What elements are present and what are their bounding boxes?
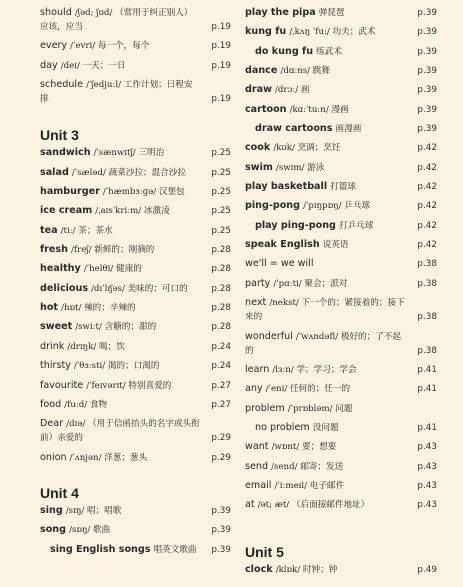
page-reference: p.38 bbox=[417, 312, 437, 323]
headword: ping-pong bbox=[245, 200, 300, 212]
definition: /swiːt/ 含糖的；甜的 bbox=[75, 322, 157, 333]
headword: any bbox=[245, 383, 263, 395]
definition: /ˈwʌndəfl/ 极好的；了不起的 bbox=[245, 331, 402, 356]
right-column bbox=[245, 6, 437, 582]
page-reference: p.41 bbox=[417, 422, 437, 433]
page-reference: p.19 bbox=[211, 60, 231, 71]
definition: /ˈsæləd/ 蔬菜沙拉；混合沙拉 bbox=[71, 167, 186, 178]
page-reference: p.19 bbox=[211, 94, 231, 105]
vocab-entry bbox=[245, 64, 437, 78]
page-reference: p.24 bbox=[211, 361, 231, 372]
page-reference: p.39 bbox=[417, 85, 437, 96]
headword: we'll = we will bbox=[245, 258, 314, 270]
section-spacer bbox=[40, 111, 231, 127]
headword: sandwich bbox=[40, 147, 91, 159]
vocab-entry bbox=[40, 78, 231, 106]
definition: 没问题 bbox=[312, 422, 339, 433]
headword: hamburger bbox=[40, 186, 100, 198]
definition: /hɒt/ 辣的；辛辣的 bbox=[61, 303, 136, 314]
definition: /sɪŋ/ 唱；唱歌 bbox=[65, 505, 122, 516]
page-reference: p.19 bbox=[211, 22, 231, 32]
vocab-entry bbox=[40, 543, 231, 557]
headword: healthy bbox=[40, 263, 81, 275]
vocab-entry bbox=[245, 296, 437, 324]
headword: play ping-pong bbox=[255, 219, 336, 231]
headword: tea bbox=[40, 224, 58, 236]
definition: /dɑːns/ 跳舞 bbox=[280, 66, 330, 77]
page-reference: p.39 bbox=[211, 544, 231, 555]
headword: every bbox=[40, 40, 68, 52]
headword: at bbox=[245, 499, 255, 511]
headword: sing English songs bbox=[50, 543, 151, 555]
definition: /nekst/ 下一个的；紧接着的；接下来的 bbox=[245, 298, 405, 323]
definition: /ˈfeɪvərɪt/ 特别喜爱的 bbox=[86, 380, 172, 391]
page-reference: p.25 bbox=[211, 206, 231, 217]
page-reference: p.39 bbox=[211, 525, 231, 536]
page-reference: p.39 bbox=[417, 66, 437, 77]
page-reference: p.29 bbox=[211, 433, 231, 444]
page-reference: p.38 bbox=[417, 345, 437, 356]
headword: swim bbox=[245, 161, 273, 173]
definition: /ˈhæmbɜːɡə/ 汉堡包 bbox=[102, 187, 185, 198]
vocab-entry bbox=[245, 180, 437, 194]
vocab-entry bbox=[40, 301, 231, 315]
page-reference: p.38 bbox=[417, 259, 437, 270]
headword: cartoon bbox=[245, 103, 287, 115]
page-reference: p.42 bbox=[417, 220, 437, 231]
vocab-entry bbox=[245, 219, 437, 233]
unit-heading: Unit 5 bbox=[245, 543, 284, 560]
vocab-entry bbox=[245, 277, 437, 291]
definition: /ˈpɪŋpɒŋ/ 乒乓球 bbox=[303, 201, 371, 212]
definition: /fuːd/ 食物 bbox=[64, 399, 108, 410]
headword: schedule bbox=[40, 79, 83, 91]
vocab-entry bbox=[40, 166, 231, 180]
definition: /freʃ/ 新鲜的；刚摘的 bbox=[71, 245, 155, 256]
definition: /ˈhelθi/ 健康的 bbox=[83, 264, 142, 275]
headword: day bbox=[40, 59, 58, 71]
headword: ice cream bbox=[40, 205, 93, 217]
headword: speak English bbox=[245, 239, 320, 251]
vocab-entry bbox=[40, 59, 231, 73]
headword: thirsty bbox=[40, 360, 71, 372]
page-reference: p.43 bbox=[417, 500, 437, 511]
definition: 画漫画 bbox=[335, 124, 362, 135]
vocab-entry bbox=[245, 103, 437, 117]
vocab-entry bbox=[40, 451, 231, 465]
definition: /ˈiːmeɪl/ 电子邮件 bbox=[274, 480, 345, 491]
vocab-entry bbox=[40, 417, 231, 445]
page-reference: p.29 bbox=[211, 452, 231, 463]
page-reference: p.28 bbox=[211, 283, 231, 294]
headword: Dear bbox=[40, 418, 64, 430]
headword: next bbox=[245, 297, 267, 309]
headword: do kung fu bbox=[255, 45, 314, 57]
page-reference: p.43 bbox=[417, 480, 437, 491]
unit-heading: Unit 4 bbox=[40, 484, 79, 501]
page-reference: p.28 bbox=[211, 264, 231, 275]
definition: /tiː/ 茶；茶水 bbox=[60, 225, 113, 236]
vocab-entry bbox=[40, 340, 231, 354]
headword: sing bbox=[40, 504, 63, 516]
definition: /klɒk/ 时钟；钟 bbox=[275, 564, 338, 575]
headword: onion bbox=[40, 451, 67, 463]
section-spacer bbox=[245, 518, 437, 544]
headword: hot bbox=[40, 302, 59, 314]
definition: 弹琵琶 bbox=[318, 8, 345, 18]
vocab-entry bbox=[40, 146, 231, 160]
vocab-entry bbox=[245, 382, 437, 396]
left-column bbox=[40, 6, 231, 562]
page-reference: p.42 bbox=[417, 201, 437, 212]
page-reference: p.41 bbox=[417, 364, 437, 375]
headword: want bbox=[245, 441, 269, 453]
page-reference: p.27 bbox=[211, 399, 231, 410]
headword: play the pipa bbox=[245, 7, 316, 18]
vocab-entry bbox=[245, 257, 437, 271]
vocab-entry bbox=[245, 421, 437, 435]
definition: /deɪ/ 一天；一日 bbox=[60, 60, 126, 71]
vocab-entry bbox=[40, 6, 231, 34]
definition: /ˈʃedjuːl/ 工作计划；日程安排 bbox=[40, 80, 193, 105]
definition: /dɪə/ （用于信函抬头的名字或头衔前）亲爱的 bbox=[40, 419, 200, 444]
definition: /lɜːn/ 学；学习；学会 bbox=[272, 364, 357, 375]
headword: send bbox=[245, 460, 269, 472]
headword: should bbox=[40, 7, 72, 18]
page-reference: p.25 bbox=[211, 225, 231, 236]
headword: play basketball bbox=[245, 181, 328, 193]
headword: food bbox=[40, 398, 62, 410]
vocab-entry bbox=[40, 359, 231, 373]
vocab-entry bbox=[245, 402, 437, 416]
definition: /ˈevri/ 每一个，每个 bbox=[70, 41, 150, 52]
page-reference: p.39 bbox=[211, 505, 231, 516]
page-reference: p.42 bbox=[417, 162, 437, 173]
definition: /ˈeni/ 任何的；任一的 bbox=[265, 384, 351, 395]
unit-heading: Unit 3 bbox=[40, 127, 79, 144]
page-reference: p.28 bbox=[211, 303, 231, 314]
definition: /send/ 邮寄；发送 bbox=[271, 461, 344, 472]
vocab-entry bbox=[245, 479, 437, 493]
headword: delicious bbox=[40, 282, 89, 294]
vocab-entry bbox=[245, 6, 437, 20]
vocab-entry bbox=[40, 185, 231, 199]
section-spacer bbox=[40, 470, 231, 485]
definition: /ˈsænwɪtʃ/ 三明治 bbox=[93, 148, 165, 159]
page-reference: p.43 bbox=[417, 442, 437, 453]
page-reference: p.43 bbox=[417, 461, 437, 472]
page-reference: p.24 bbox=[211, 341, 231, 352]
page-reference: p.49 bbox=[417, 564, 437, 575]
page-reference: p.39 bbox=[417, 104, 437, 115]
vocab-entry bbox=[245, 122, 437, 136]
definition: /ˈθɜːsti/ 渴的；口渴的 bbox=[73, 361, 160, 372]
vocab-entry bbox=[40, 398, 231, 412]
definition: /ʃəd; ʃʊd/ （常用于纠正别人）应该，应当 bbox=[40, 8, 193, 32]
headword: song bbox=[40, 524, 66, 536]
definition: 说英语 bbox=[322, 240, 349, 251]
definition: /ˌkʌŋ ˈfuː/ 功夫；武术 bbox=[289, 27, 376, 38]
vocab-entry bbox=[245, 498, 437, 512]
vocab-entry bbox=[245, 238, 437, 252]
definition: 唱英文歌曲 bbox=[153, 544, 197, 555]
headword: no problem bbox=[255, 421, 310, 433]
definition: /ˈpɑːti/ 聚会；派对 bbox=[273, 278, 348, 289]
page-reference: p.28 bbox=[211, 322, 231, 333]
headword: draw bbox=[245, 84, 272, 96]
vocab-entry bbox=[40, 379, 231, 393]
vocab-entry bbox=[40, 224, 231, 238]
vocab-entry bbox=[245, 141, 437, 155]
definition: /ət; æt/ （后面接邮件地址） bbox=[257, 500, 370, 511]
vocab-entry bbox=[245, 440, 437, 454]
page-reference: p.25 bbox=[211, 148, 231, 159]
vocab-entry bbox=[40, 204, 231, 218]
vocab-entry bbox=[245, 45, 437, 59]
page-reference: p.42 bbox=[417, 240, 437, 251]
headword: wonderful bbox=[245, 330, 293, 342]
definition: /ˌaɪsˈkriːm/ 冰激凌 bbox=[95, 206, 170, 217]
vocab-entry bbox=[245, 330, 437, 358]
definition: /drɪŋk/ 喝；饮 bbox=[67, 341, 125, 352]
headword: draw cartoons bbox=[255, 123, 333, 135]
vocab-entry bbox=[245, 363, 437, 377]
headword: learn bbox=[245, 363, 270, 375]
definition: /dɪˈlɪʃəs/ 美味的；可口的 bbox=[91, 283, 188, 294]
headword: email bbox=[245, 479, 272, 491]
definition: 打篮球 bbox=[330, 182, 356, 193]
headword: dance bbox=[245, 65, 278, 77]
vocab-entry bbox=[245, 161, 437, 175]
page-reference: p.25 bbox=[211, 167, 231, 178]
definition: /kɑːˈtuːn/ 漫画 bbox=[289, 104, 349, 115]
vocab-entry bbox=[245, 199, 437, 213]
headword: sweet bbox=[40, 321, 73, 333]
headword: kung fu bbox=[245, 26, 287, 38]
page-reference: p.42 bbox=[417, 182, 437, 193]
vocab-entry bbox=[40, 504, 231, 518]
page-reference: p.38 bbox=[417, 278, 437, 289]
headword: cook bbox=[245, 142, 271, 154]
headword: fresh bbox=[40, 244, 68, 256]
definition: /wɒnt/ 要；想要 bbox=[271, 442, 337, 453]
page-reference: p.39 bbox=[417, 27, 437, 38]
vocab-entry bbox=[245, 83, 437, 97]
headword: salad bbox=[40, 166, 69, 178]
page-reference: p.39 bbox=[417, 46, 437, 57]
vocab-entry bbox=[40, 523, 231, 537]
vocab-entry bbox=[245, 25, 437, 39]
page-reference: p.28 bbox=[211, 245, 231, 256]
vocab-entry bbox=[245, 460, 437, 474]
headword: favourite bbox=[40, 379, 84, 391]
page-reference: p.19 bbox=[211, 41, 231, 52]
vocab-entry bbox=[40, 320, 231, 334]
headword: problem bbox=[245, 402, 285, 414]
definition: 练武术 bbox=[316, 46, 342, 57]
definition: /ˈʌnjən/ 洋葱；葱头 bbox=[69, 452, 148, 463]
page-reference: p.41 bbox=[417, 384, 437, 395]
headword: clock bbox=[245, 563, 273, 575]
definition: /drɔː/ 画 bbox=[275, 85, 310, 96]
page-reference: p.25 bbox=[211, 187, 231, 198]
definition: /kʊk/ 烹调；烹饪 bbox=[273, 143, 341, 154]
vocab-entry bbox=[40, 243, 231, 257]
page-reference: p.42 bbox=[417, 143, 437, 154]
vocab-entry bbox=[40, 282, 231, 296]
vocab-entry bbox=[245, 563, 437, 577]
headword: drink bbox=[40, 340, 65, 352]
definition: /ˈprɒbləm/ 问题 bbox=[287, 403, 353, 414]
definition: 打乒乓球 bbox=[338, 220, 374, 231]
page-reference: p.39 bbox=[417, 8, 437, 18]
definition: /swɪm/ 游泳 bbox=[275, 162, 325, 173]
vocab-entry bbox=[40, 262, 231, 276]
headword: party bbox=[245, 277, 271, 289]
vocab-entry bbox=[40, 39, 231, 53]
page-reference: p.39 bbox=[417, 124, 437, 135]
page-reference: p.27 bbox=[211, 380, 231, 391]
definition: /sɒŋ/ 歌曲 bbox=[69, 525, 111, 536]
